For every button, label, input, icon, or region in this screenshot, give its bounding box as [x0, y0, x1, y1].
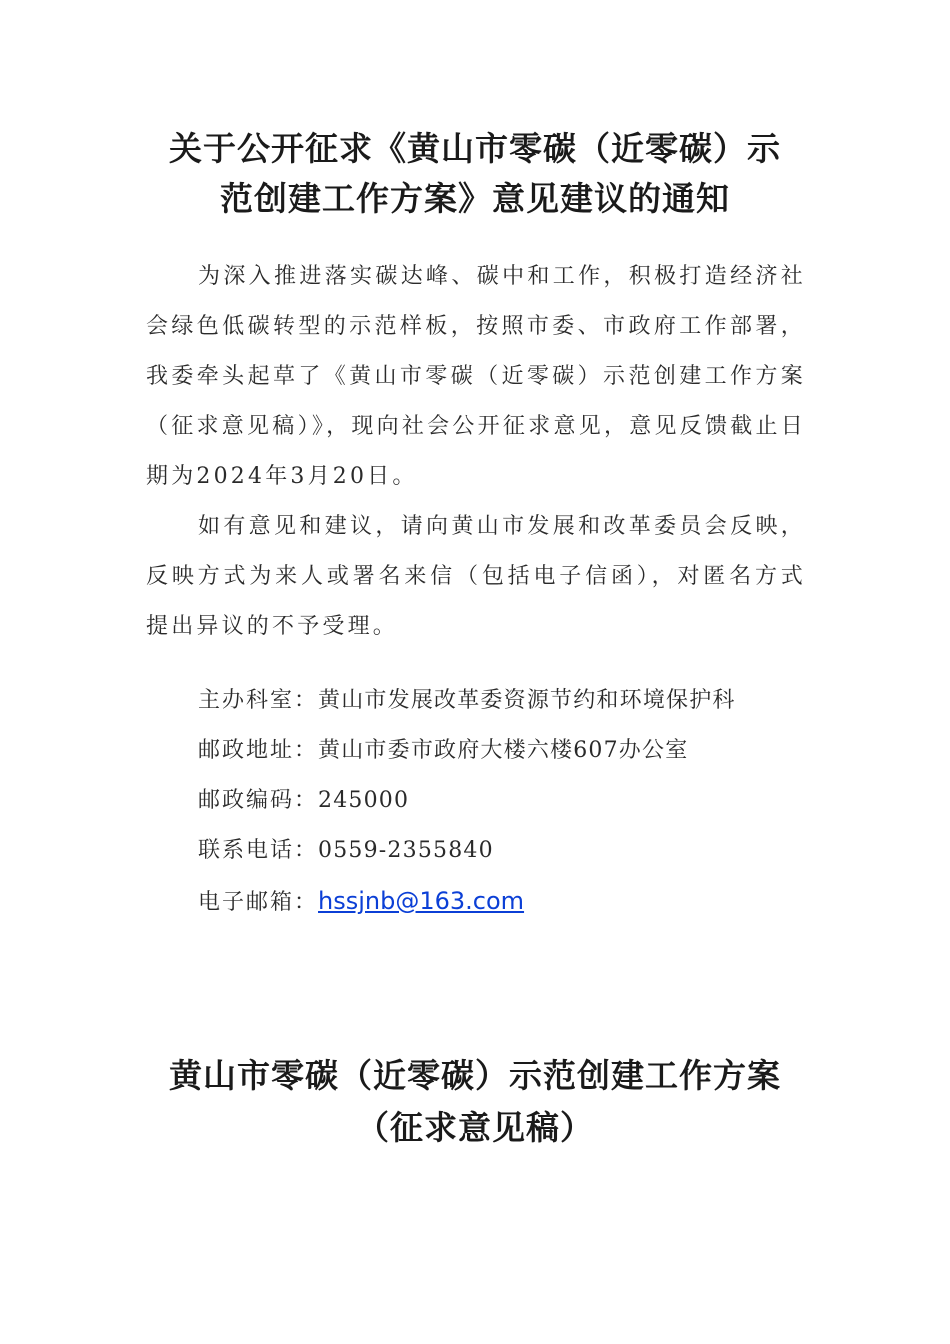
postcode-row [198, 776, 818, 826]
plan-title-line-2: （征求意见稿） [356, 1108, 594, 1147]
email-row [198, 876, 818, 926]
email-label: 电子邮箱： [198, 890, 319, 915]
notice-title-line-2: 范创建工作方案》意见建议的通知 [220, 179, 730, 218]
plan-title [145, 1050, 805, 1154]
office-value: 黄山市发展改革委资源节约和环境保护科 [318, 688, 736, 713]
phone-value: 0559-2355840 [318, 838, 494, 863]
office-label: 主办科室： [198, 688, 319, 713]
address-value: 黄山市委市政府大楼六楼607办公室 [318, 738, 689, 763]
contact-info [198, 676, 818, 926]
feedback-paragraph: 如有意见和建议，请向黄山市发展和改革委员会反映，反映方式为来人或署名来信（包括电子信函），对匿名方式提出异议的不予受理。 [146, 514, 806, 639]
intro-paragraph: 为深入推进落实碳达峰、碳中和工作，积极打造经济社会绿色低碳转型的示范样板，按照市委、市政府工作部署，我委牵头起草了《黄山市零碳（近零碳）示范创建工作方案（征求意见稿）》，现向社会公开征求意见，意见反馈截止日期为2024年3月20日。 [146, 264, 806, 489]
address-row [198, 726, 818, 776]
address-label: 邮政地址： [198, 738, 319, 763]
postcode-value: 245000 [318, 788, 410, 813]
email-link[interactable]: hssjnb@163.com [318, 887, 525, 915]
postcode-label: 邮政编码： [198, 788, 319, 813]
phone-label: 联系电话： [198, 838, 319, 863]
notice-title [145, 124, 805, 224]
plan-title-line-1: 黄山市零碳（近零碳）示范创建工作方案 [169, 1056, 781, 1095]
phone-row [198, 826, 818, 876]
notice-title-line-1: 关于公开征求《黄山市零碳（近零碳）示 [169, 129, 781, 168]
office-row [198, 676, 818, 726]
